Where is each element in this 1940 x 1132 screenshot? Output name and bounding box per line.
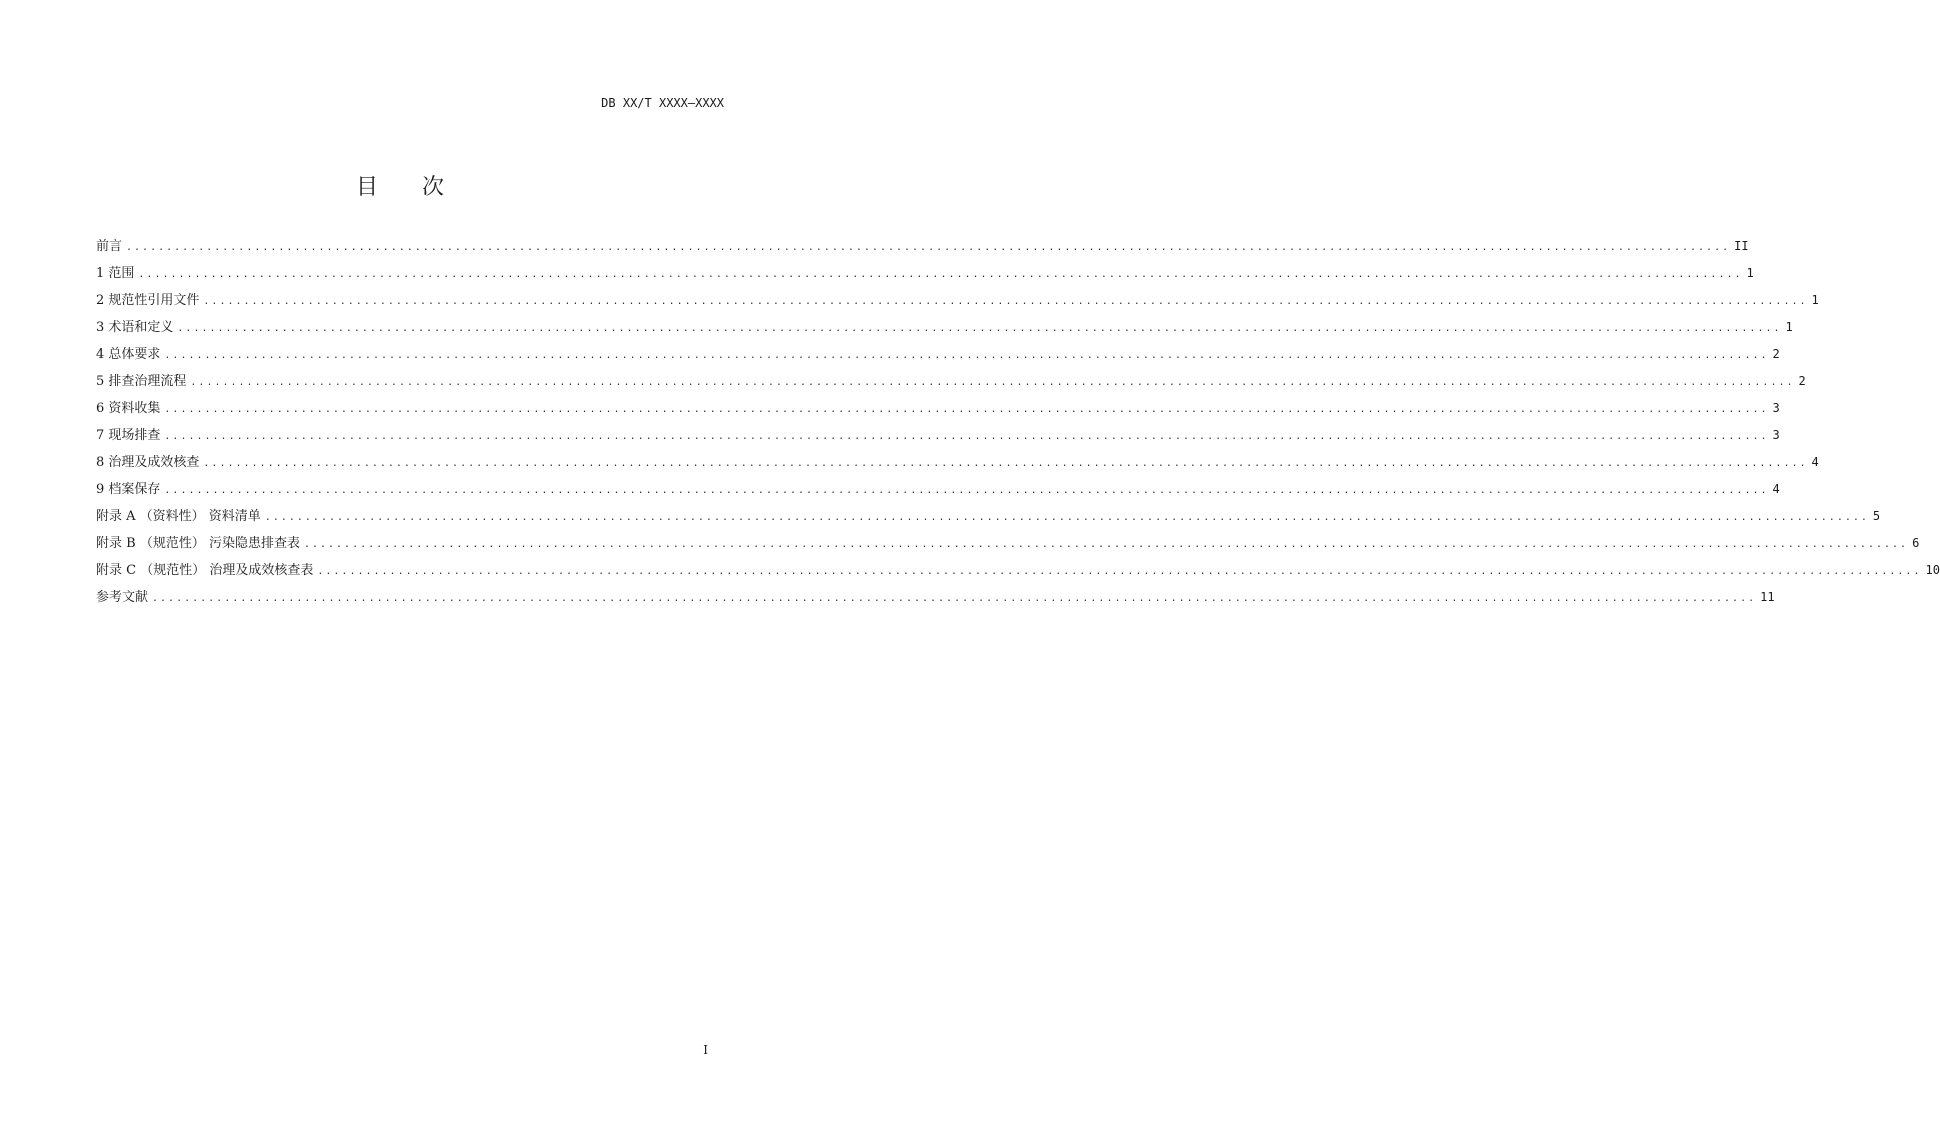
- dot-leader: ........................................................................................................................................................................................................: [317, 566, 1922, 577]
- dot-leader: ........................................................................................................................................................................................................: [264, 512, 1869, 523]
- dot-leader: ........................................................................................................................................................................................................: [138, 269, 1743, 280]
- toc-entry-appendix-b[interactable]: [96, 533, 1920, 560]
- dot-leader: ........................................................................................................................................................................................................: [190, 377, 1795, 388]
- toc-entry-page: 2: [1798, 374, 1806, 388]
- toc-entry-site-inspection[interactable]: [96, 425, 1780, 452]
- toc-entry-page: 4: [1772, 482, 1780, 496]
- toc-entry-label: 3 术语和定义: [96, 320, 174, 335]
- toc-entry-general-requirements[interactable]: [96, 344, 1780, 371]
- dot-leader: ........................................................................................................................................................................................................: [203, 296, 1808, 307]
- toc-entry-appendix-c[interactable]: [96, 560, 1940, 587]
- dot-leader: ........................................................................................................................................................................................................: [164, 485, 1769, 496]
- table-of-contents: [96, 236, 1940, 614]
- toc-entry-page: 1: [1746, 266, 1754, 280]
- toc-entry-page: 10: [1925, 563, 1940, 577]
- toc-entry-label: 4 总体要求: [96, 347, 161, 362]
- toc-entry-terms-definitions[interactable]: [96, 317, 1793, 344]
- toc-entry-label: 8 治理及成效核查: [96, 455, 200, 470]
- toc-entry-page: 4: [1811, 455, 1819, 469]
- dot-leader: ........................................................................................................................................................................................................: [164, 350, 1769, 361]
- dot-leader: ........................................................................................................................................................................................................: [164, 404, 1769, 415]
- toc-entry-page: 2: [1772, 347, 1780, 361]
- toc-entry-process[interactable]: [96, 371, 1806, 398]
- toc-entry-page: II: [1734, 239, 1749, 253]
- dot-leader: ........................................................................................................................................................................................................: [126, 242, 1731, 253]
- toc-entry-page: 6: [1912, 536, 1920, 550]
- toc-entry-page: 5: [1872, 509, 1881, 523]
- toc-entry-archive[interactable]: [96, 479, 1780, 506]
- toc-entry-remediation-verification[interactable]: [96, 452, 1819, 479]
- toc-entry-label: 5 排查治理流程: [96, 374, 187, 389]
- toc-entry-label: 2 规范性引用文件: [96, 293, 200, 308]
- toc-entry-bibliography[interactable]: [96, 587, 1775, 614]
- dot-leader: ........................................................................................................................................................................................................: [152, 593, 1757, 604]
- dot-leader: ........................................................................................................................................................................................................: [164, 431, 1769, 442]
- toc-entry-normative-references[interactable]: [96, 290, 1819, 317]
- dot-leader: ........................................................................................................................................................................................................: [303, 539, 1909, 550]
- toc-entry-label: 6 资料收集: [96, 401, 161, 416]
- toc-entry-label: 参考文献: [96, 590, 149, 605]
- toc-entry-label: 前言: [96, 239, 123, 254]
- toc-entry-scope[interactable]: [96, 263, 1754, 290]
- toc-entry-page: 11: [1760, 590, 1775, 604]
- dot-leader: ........................................................................................................................................................................................................: [203, 458, 1808, 469]
- toc-entry-page: 3: [1772, 428, 1780, 442]
- toc-entry-label: 附录 A （资料性） 资料清单: [96, 509, 261, 524]
- toc-entry-appendix-a[interactable]: [96, 506, 1881, 533]
- toc-entry-label: 附录 B （规范性） 污染隐患排查表: [96, 536, 300, 551]
- toc-entry-label: 7 现场排查: [96, 428, 161, 443]
- toc-entry-page: 3: [1772, 401, 1780, 415]
- toc-entry-label: 1 范围: [96, 266, 135, 281]
- dot-leader: ........................................................................................................................................................................................................: [177, 323, 1782, 334]
- page-number: I: [703, 1043, 708, 1057]
- toc-entry-page: 1: [1811, 293, 1819, 307]
- toc-entry-data-collection[interactable]: [96, 398, 1780, 425]
- document-code: DB XX/T XXXX—XXXX: [601, 96, 724, 110]
- toc-entry-foreword[interactable]: [96, 236, 1749, 263]
- toc-entry-label: 9 档案保存: [96, 482, 161, 497]
- toc-entry-label: 附录 C （规范性） 治理及成效核查表: [96, 563, 314, 578]
- toc-entry-page: 1: [1785, 320, 1793, 334]
- toc-title: 目次: [355, 175, 488, 200]
